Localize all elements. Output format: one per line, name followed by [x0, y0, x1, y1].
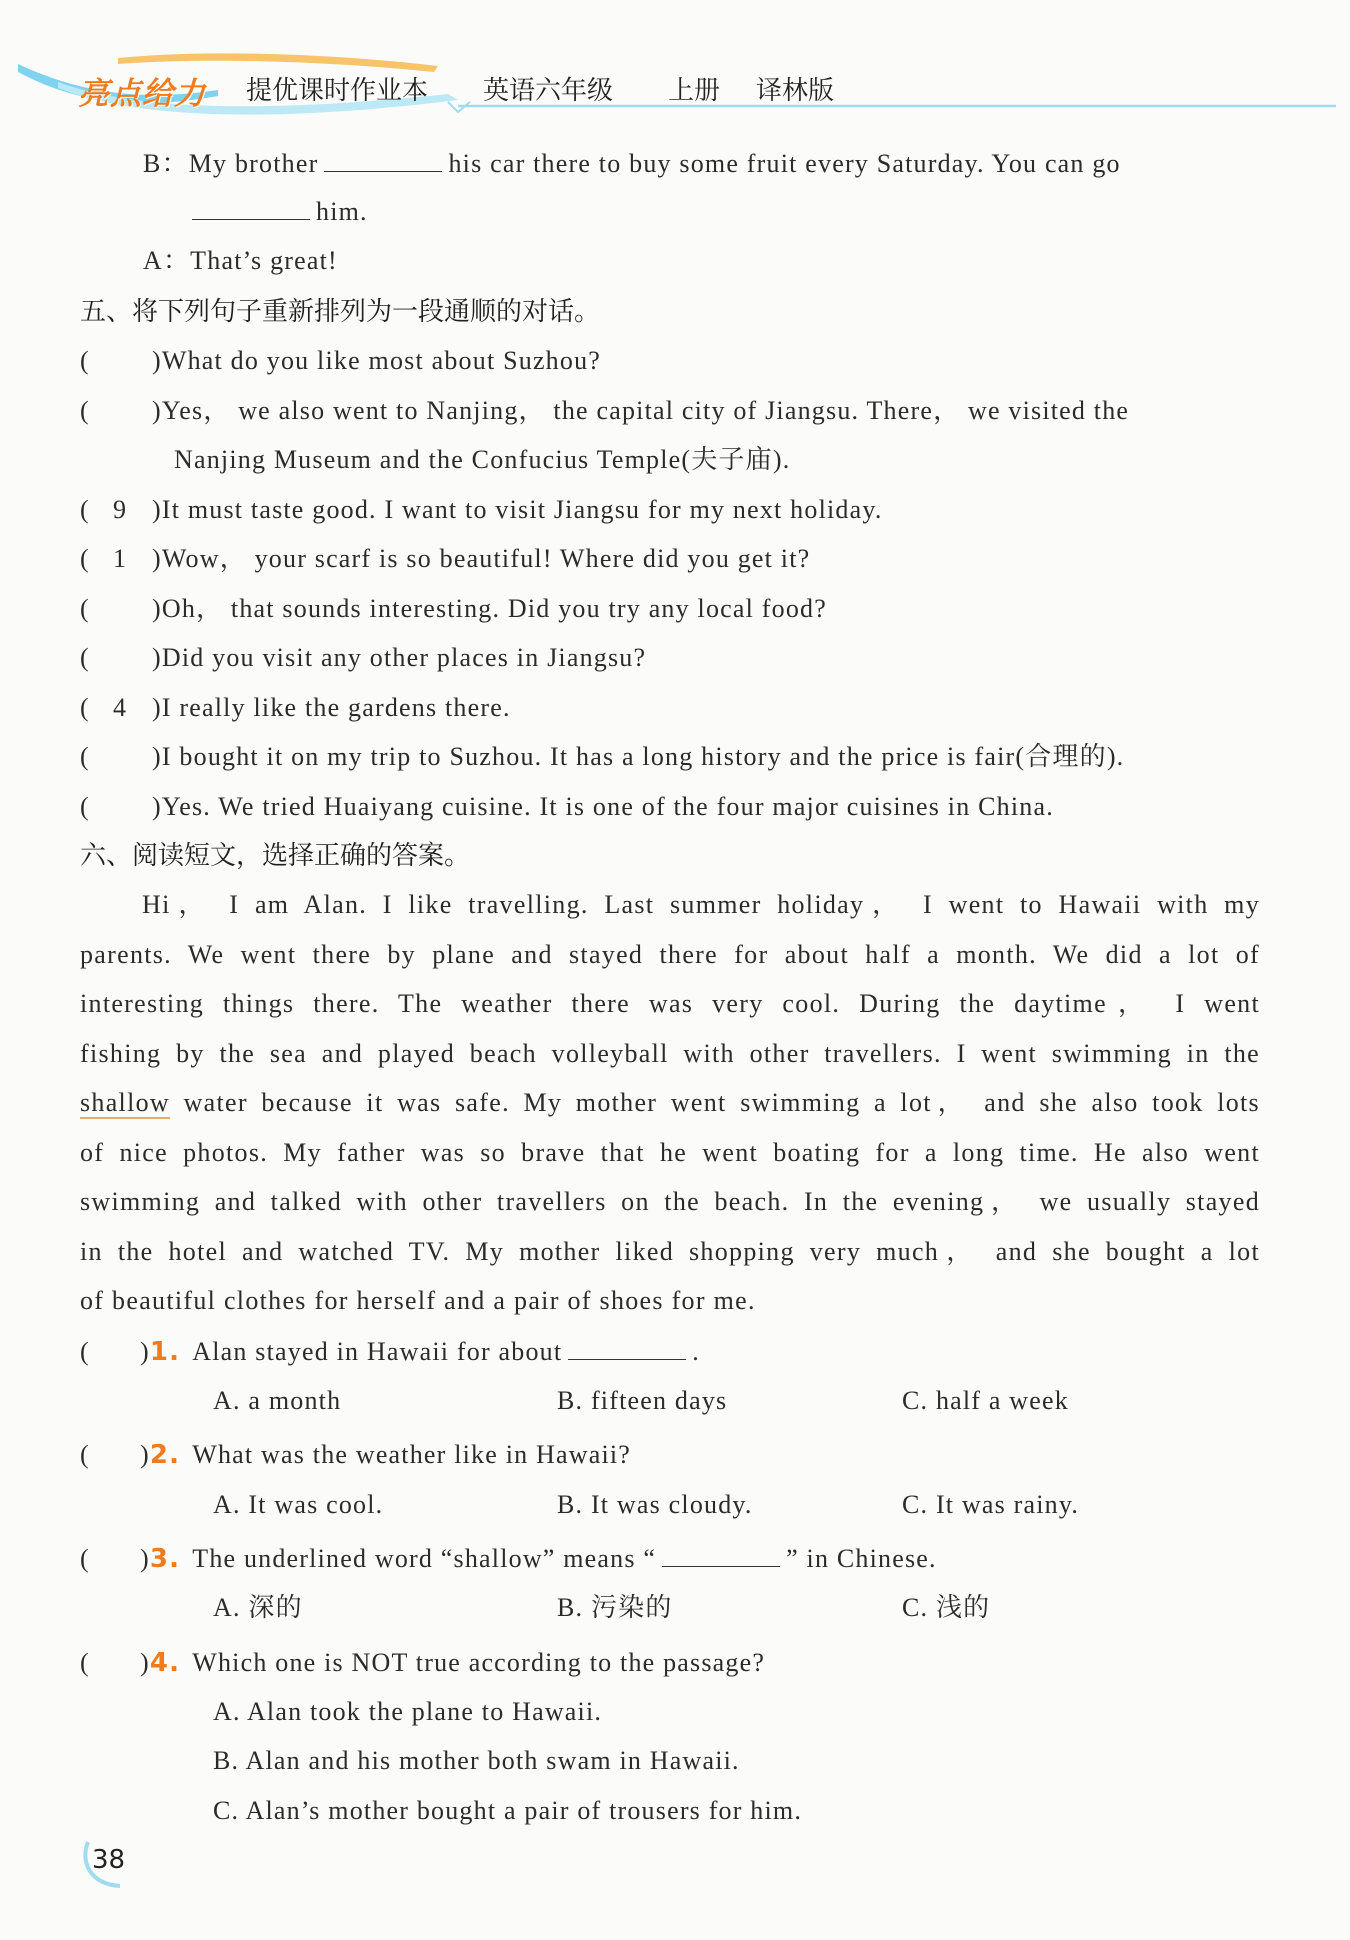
option-c[interactable]: C. half a week — [902, 1386, 1069, 1415]
option-b[interactable]: B. fifteen days — [557, 1386, 728, 1415]
underlined-word: shallow — [80, 1088, 170, 1117]
answer-blank[interactable] — [568, 1333, 686, 1360]
header-subtitle: 提优课时作业本 — [246, 76, 429, 106]
option-a[interactable]: A. It was cool. — [213, 1490, 384, 1519]
option-a[interactable]: A. Alan took the plane to Hawaii. — [213, 1697, 603, 1726]
reorder-item: ( 4 )I really like the gardens there. — [80, 688, 511, 728]
dialogue-text: B：My brother — [143, 149, 319, 178]
passage-line: interesting things there. The weather there was very cool. During the daytime， I went — [80, 989, 1260, 1018]
answer-paren[interactable]: ( — [80, 792, 90, 821]
question-2: ( )2. What was the weather like in Hawaii? — [80, 1435, 631, 1475]
option-c[interactable]: C. It was rainy. — [902, 1490, 1080, 1519]
passage-line: fishing by the sea and played beach volleyball with other travellers. I went swimming in the — [80, 1038, 1260, 1068]
section5-title: 五、将下列句子重新排列为一段通顺的对话。 — [80, 297, 601, 327]
option-b[interactable]: B. Alan and his mother both swam in Hawaii. — [213, 1746, 740, 1775]
answer-paren[interactable]: ( — [80, 594, 90, 623]
page-header — [18, 52, 1338, 132]
passage-line: of nice photos. My father was so brave that he went boating for a long time. He also went — [80, 1137, 1260, 1167]
question-1: ( )1. Alan stayed in Hawaii for about . — [80, 1332, 700, 1372]
answer-blank[interactable] — [192, 193, 310, 220]
section6-title: 六、阅读短文，选择正确的答案。 — [80, 841, 471, 871]
brand-logo: 亮点给力 — [78, 76, 206, 112]
dialogue-b-line1 — [143, 144, 1121, 184]
reorder-item: ( )Did you visit any other places in Jiangsu? — [80, 638, 646, 678]
passage-line-underlined: shallow water because it was safe. My mother went swimming a lot， and she also took lots — [80, 1088, 1260, 1117]
reorder-item: ( 9 )It must taste good. I want to visit Jiangsu for my next holiday. — [80, 490, 883, 530]
header-subject: 英语六年级 — [483, 76, 614, 106]
passage-line: Hi， I am Alan. I like travelling. Last summer holiday， I went to Hawaii with my — [142, 890, 1260, 919]
header-edition: 译林版 — [756, 76, 835, 106]
dialogue-text: him. — [316, 197, 368, 226]
reorder-item: ( )Yes， we also went to Nanjing， the capital city of Jiangsu. There， we visited the — [80, 391, 1129, 431]
option-b[interactable]: B. 污染的 — [557, 1593, 673, 1622]
passage-line: of beautiful clothes for herself and a pair of shoes for me. — [80, 1286, 756, 1315]
reorder-item: ( )Oh， that sounds interesting. Did you try any local food? — [80, 589, 827, 629]
dialogue-a-line: A：That’s great! — [143, 246, 338, 275]
option-a[interactable]: A. a month — [213, 1386, 342, 1415]
answer-paren[interactable]: ( — [80, 396, 90, 425]
answer-blank[interactable] — [324, 145, 442, 172]
answer-paren[interactable]: ( 9 — [80, 495, 128, 524]
dialogue-b-line2 — [192, 192, 368, 232]
answer-blank[interactable] — [662, 1540, 780, 1567]
answer-paren[interactable]: ( — [80, 346, 90, 375]
answer-paren[interactable]: ( — [80, 1337, 90, 1366]
answer-paren[interactable]: ( — [80, 742, 90, 771]
passage-line: in the hotel and watched TV. My mother liked shopping very much， and she bought a lot — [80, 1236, 1260, 1266]
answer-paren[interactable]: ( — [80, 1440, 90, 1469]
reading-passage — [80, 880, 1260, 1326]
answer-paren[interactable]: ( — [80, 1648, 90, 1677]
option-b[interactable]: B. It was cloudy. — [557, 1490, 753, 1519]
reorder-item: ( )I bought it on my trip to Suzhou. It has a long history and the price is fair(合理的). — [80, 737, 1124, 777]
answer-paren[interactable]: ( 1 — [80, 544, 128, 573]
option-c[interactable]: C. 浅的 — [902, 1593, 991, 1622]
question-4: ( )4. Which one is NOT true according to the passage? — [80, 1643, 765, 1683]
reorder-item: ( 1 )Wow， your scarf is so beautiful! Where did you get it? — [80, 539, 810, 579]
reorder-item: ( )What do you like most about Suzhou? — [80, 341, 601, 381]
answer-paren[interactable]: ( — [80, 643, 90, 672]
answer-paren[interactable]: ( 4 — [80, 693, 128, 722]
question-3: ( )3. The underlined word “shallow” means “ ” in Chinese. — [80, 1539, 937, 1579]
page-number: 38 — [92, 1845, 126, 1875]
passage-line: swimming and talked with other travellers on the beach. In the evening， we usually stayed — [80, 1187, 1260, 1216]
option-c[interactable]: C. Alan’s mother bought a pair of trousers for him. — [213, 1796, 803, 1825]
answer-paren[interactable]: ( — [80, 1544, 90, 1573]
reorder-item: ( )Yes. We tried Huaiyang cuisine. It is one of the four major cuisines in China. — [80, 787, 1054, 827]
dialogue-text: his car there to buy some fruit every Saturday. You can go — [448, 149, 1121, 178]
passage-line: parents. We went there by plane and stayed there for about half a month. We did a lot of — [80, 939, 1260, 969]
reorder-item-continuation: Nanjing Museum and the Confucius Temple(夫子庙). — [174, 445, 791, 474]
option-a[interactable]: A. 深的 — [213, 1593, 303, 1622]
header-volume: 上册 — [668, 76, 721, 106]
